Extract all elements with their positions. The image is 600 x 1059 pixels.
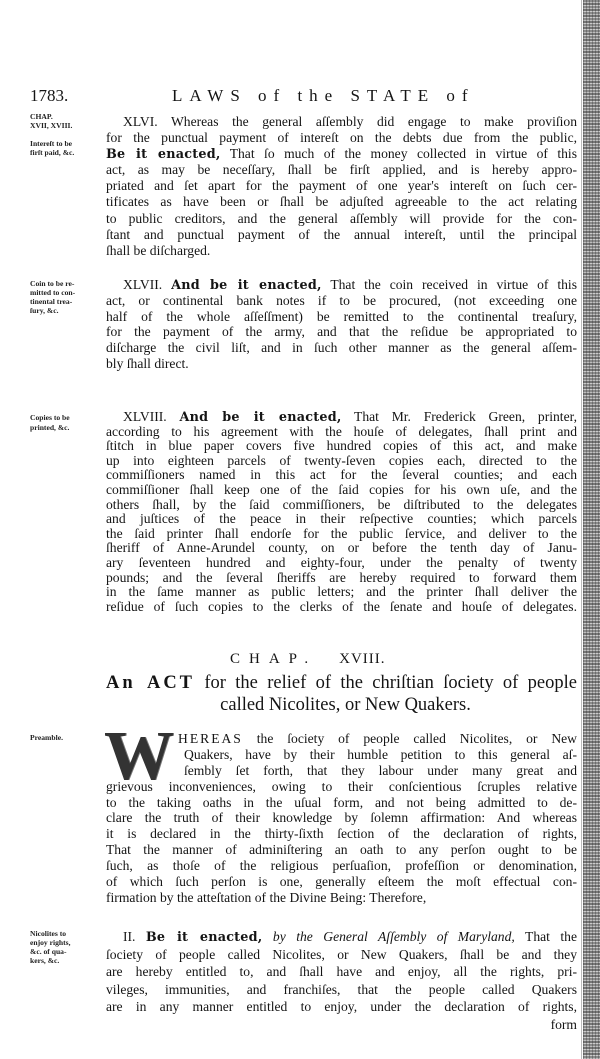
- text-line: [106, 146, 577, 162]
- text-line: ſheriff of Anne-Arundel county, on or before the tenth day of Janu-: [106, 540, 577, 556]
- text-segment: the ſociety of people called Nicolites, or New: [242, 731, 577, 746]
- text-line: commiſſioners named in this act for the ſeveral counties; and each: [106, 467, 577, 483]
- text-line: are hereby entitled to, and ſhall have and enjoy, all the rights, pri-: [106, 964, 577, 980]
- text-line: are in any manner entitled to enjoy, under the declaration of rights,: [106, 999, 577, 1015]
- text-line: Quakers, have by their humble petition to this general aſ-: [184, 746, 577, 762]
- text-segment: That the: [514, 929, 577, 944]
- margin-note-line: printed, &c.: [30, 423, 70, 432]
- text-segment: II.: [123, 929, 146, 944]
- enacting-clause: Be it enacted,: [145, 930, 263, 945]
- text-line: the ſaid printer ſhall endorſe for the public ſervice, and deliver to the: [106, 525, 577, 541]
- text-line: That the manner of adminiſtering an oath to any perſon ought to be: [106, 842, 577, 858]
- margin-note-line: ſury, &c.: [30, 306, 59, 315]
- page-gutter-line: [581, 0, 582, 1059]
- text-line: in the ſame manner as public letters; and the printer ſhall deliver the: [106, 584, 577, 600]
- margin-note: [30, 733, 102, 742]
- text-line: grievous inconveniences, owing to their conſcientious ſcruples relative: [106, 778, 577, 794]
- margin-note-line: [30, 130, 102, 139]
- text-line: act, or continental bank notes if to be procured, (not exceeding one: [106, 292, 577, 308]
- section-s46: [106, 114, 577, 259]
- page-edge-scan-border: [583, 0, 600, 1059]
- text-segment: XLVI. Whereas the general aſſembly did engage to make proviſion: [123, 114, 577, 129]
- margin-note: [30, 112, 102, 157]
- margin-note-line: Preamble.: [30, 733, 63, 742]
- act-title-prefix: An ACT: [106, 673, 196, 693]
- margin-note: [30, 413, 102, 433]
- text-line: up into eighteen parcels of twenty-ſeven copies each, directed to the: [106, 452, 577, 468]
- act-title-line-2: called Nicolites, or New Quakers.: [220, 695, 471, 715]
- text-line: bly ſhall direct.: [106, 355, 189, 371]
- act-title-text: for the relief of the chriſtian ſociety of people: [195, 673, 577, 693]
- text-segment: HEREAS: [178, 731, 243, 746]
- text-line: according to his agreement with the houſe of delegates, ſhall print and: [106, 423, 577, 439]
- text-line: [106, 410, 577, 425]
- text-line: to public creditors, and the general aſſembly will provide for the con-: [106, 210, 577, 226]
- text-segment: XLVIII.: [123, 409, 180, 424]
- text-line: clare the truth of their knowledge by ſolemn affirmation: And whereas: [106, 810, 577, 826]
- text-line: [106, 114, 577, 130]
- margin-note-line: tinental trea-: [30, 297, 73, 306]
- text-line: reſidue of ſuch copies to the clerks of the ſenate and houſe of delegates.: [106, 598, 577, 614]
- text-line: others ſhall, by the ſaid commiſſioners, be diſtributed to the delegates: [106, 496, 577, 512]
- enacting-clause: Be it enacted,: [106, 147, 221, 163]
- italic-phrase: by the General Aſſembly of Maryland,: [262, 929, 515, 944]
- text-line: act, as may be neceſſary, ſhall be firſt applied, and is hereby appro-: [106, 162, 577, 178]
- margin-note: [30, 279, 102, 315]
- page-year: 1783.: [30, 86, 69, 105]
- text-line: and juſtices of the peace in their reſpective counties; which parcels: [106, 511, 577, 527]
- enacting-clause: And be it enacted,: [179, 410, 342, 425]
- section-s48: [106, 410, 577, 614]
- text-line: commiſſioner ſhall keep one of the ſaid copies for his own uſe, and the: [106, 481, 577, 497]
- enacting-clause: And be it enacted,: [171, 278, 322, 293]
- text-segment: That the coin received in virtue of this: [321, 277, 577, 292]
- text-line: for the punctual payment of intereſt on the debts due from the public,: [106, 130, 577, 146]
- margin-note-line: &c. of qua-: [30, 947, 67, 956]
- text-segment: That Mr. Frederick Green, printer,: [341, 409, 578, 424]
- margin-note-line: CHAP.: [30, 112, 53, 121]
- text-line: [106, 277, 577, 293]
- text-segment: XLVII.: [123, 277, 172, 292]
- text-line: ſtant and punctual payment of the annual intereſt, until the principal: [106, 226, 577, 242]
- margin-note-line: Coin to be re-: [30, 279, 75, 288]
- text-line: for the payment of the army, and that the reſidue be appropriated to: [106, 324, 577, 340]
- text-line: ſtitch in blue paper covers five hundred copies of this act, and make: [106, 438, 577, 454]
- text-line: it is declared in the thirty-ſixth ſection of the declaration of rights,: [106, 826, 577, 842]
- text-line: ſociety of people called Nicolites, or New Quakers, ſhall be and they: [106, 946, 577, 962]
- margin-note-line: Intereſt to be: [30, 139, 73, 148]
- margin-note: [30, 929, 102, 965]
- text-line: tificates as have been or ſhall be adjuſted agreeable to the act relating: [106, 194, 577, 210]
- text-segment: That ſo much of the money collected in virtue of this: [220, 146, 577, 162]
- text-line: ſhall be diſcharged.: [106, 242, 211, 258]
- text-line: firmation by the atteſtation of the Divine Being: Therefore,: [106, 889, 427, 905]
- margin-note-line: Copies to be: [30, 413, 70, 422]
- drop-cap-initial: W: [104, 718, 174, 795]
- text-line: ary ſeventeen hundred and eighty-four, under the penalty of twenty: [106, 554, 577, 570]
- margin-note-line: enjoy rights,: [30, 938, 71, 947]
- text-line: [106, 928, 577, 946]
- text-line: of which ſuch perſon is one, generally eſteem the moſt effectual con-: [106, 874, 577, 890]
- chapter-label: CHAP.: [230, 651, 318, 667]
- catchword: form: [550, 1016, 577, 1032]
- act-title-line-1: [106, 673, 577, 694]
- text-line: pounds; and the ſeveral ſheriffs are hereby required to forward them: [106, 569, 577, 585]
- running-title: LAWS of the STATE of: [172, 86, 475, 105]
- text-line: ſembly ſet forth, that they labour under many great and: [184, 762, 577, 778]
- chapter-heading: [230, 651, 386, 668]
- text-line: ſuch, as thoſe of the religious perſuaſion, profeſſion or denomination,: [106, 858, 577, 874]
- text-line: vileges, immunities, and franchiſes, that the people called Quakers: [106, 981, 577, 997]
- section-s2: [106, 928, 577, 1034]
- margin-note-line: Nicolites to: [30, 929, 67, 938]
- chapter-number: XVIII.: [339, 651, 386, 667]
- section-preamble: [106, 731, 577, 906]
- margin-note-line: kers, &c.: [30, 956, 60, 965]
- margin-note-line: XVII, XVIII.: [30, 121, 73, 130]
- margin-note-line: mitted to con-: [30, 288, 76, 297]
- text-line: half of the whole aſſeſſment) be remitted to the continental treaſury,: [106, 308, 577, 324]
- section-s47: [106, 277, 577, 372]
- text-line: to the taking oaths in the uſual form, and not being admitted to de-: [106, 794, 577, 810]
- margin-note-line: firſt paid, &c.: [30, 148, 75, 157]
- text-line: diſcharge the civil liſt, and in ſuch other manner as the general aſſem-: [106, 340, 577, 356]
- text-line: [106, 731, 577, 747]
- text-line: priated and ſet apart for the payment of one year's intereſt on ſuch cer-: [106, 178, 577, 194]
